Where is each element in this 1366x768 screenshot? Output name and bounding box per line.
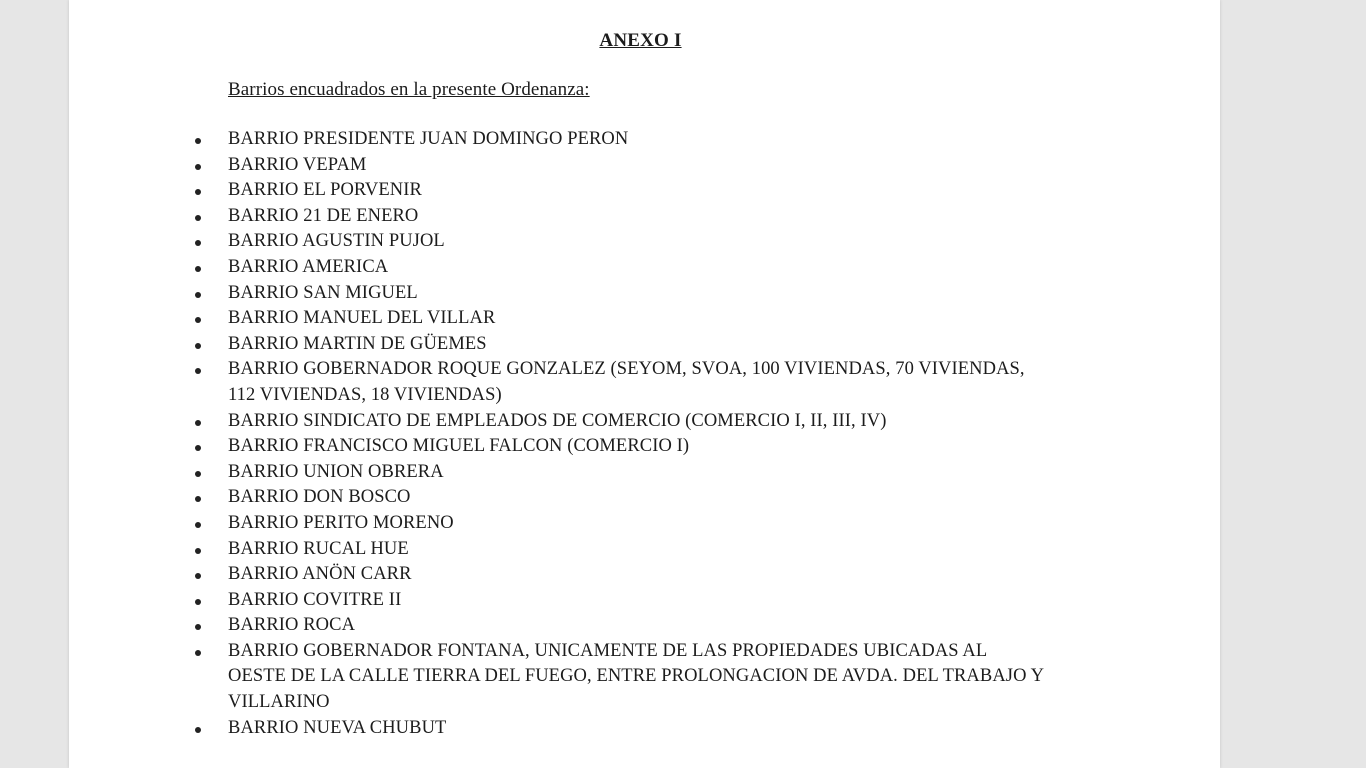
list-item-text: BARRIO DON BOSCO [228,487,411,508]
bullet-icon [195,292,201,298]
list-item [195,485,1095,511]
bullet-icon [195,471,201,477]
list-item [195,588,1095,614]
bullet-icon [195,343,201,349]
list-item [195,357,1095,408]
list-item [195,409,1095,435]
bullet-icon [195,548,201,554]
bullet-icon [195,522,201,528]
list-item-text: BARRIO MARTIN DE GÜEMES [228,333,487,354]
list-item-text: BARRIO NUEVA CHUBUT [228,717,447,738]
list-item-text: BARRIO GOBERNADOR ROQUE GONZALEZ (SEYOM, SVOA, 100 VIVIENDAS, 70 VIVIENDAS, [228,359,1025,380]
bullet-icon [195,599,201,605]
list-item [195,716,1095,742]
list-item [195,332,1095,358]
bullet-icon [195,266,201,272]
list-item [195,613,1095,639]
list-item-text: BARRIO VEPAM [228,154,367,175]
list-item [195,204,1095,230]
list-item-text: BARRIO ROCA [228,615,356,636]
bullet-icon [195,164,201,170]
bullet-icon [195,496,201,502]
document-page [69,0,1220,768]
list-item-text: BARRIO EL PORVENIR [228,180,422,201]
list-item [195,281,1095,307]
list-item-text: BARRIO 21 DE ENERO [228,205,419,226]
list-item [195,306,1095,332]
bullet-icon [195,420,201,426]
list-item-text: BARRIO SAN MIGUEL [228,282,418,303]
list-item [195,229,1095,255]
bullet-icon [195,317,201,323]
list-item [195,127,1095,153]
list-item [195,434,1095,460]
list-item-text: BARRIO GOBERNADOR FONTANA, UNICAMENTE DE LAS PROPIEDADES UBICADAS AL [228,640,988,661]
list-item [195,178,1095,204]
list-item [195,460,1095,486]
list-item-text: BARRIO COVITRE II [228,589,402,610]
bullet-icon [195,727,201,733]
bullet-icon [195,624,201,630]
list-item [195,537,1095,563]
bullet-icon [195,215,201,221]
list-item-text: BARRIO RUCAL HUE [228,538,409,559]
list-item-text: VILLARINO [228,692,330,713]
list-item-text: BARRIO ANÖN CARR [228,564,412,585]
list-item [195,153,1095,179]
list-item-text: BARRIO AGUSTIN PUJOL [228,231,445,252]
list-item-text: BARRIO SINDICATO DE EMPLEADOS DE COMERCIO (COMERCIO I, II, III, IV) [228,410,887,431]
list-item [195,562,1095,588]
bullet-icon [195,240,201,246]
annex-subtitle: Barrios encuadrados en la presente Ordenanza: [228,79,590,100]
bullet-icon [195,445,201,451]
list-item-text: BARRIO FRANCISCO MIGUEL FALCON (COMERCIO I) [228,436,690,457]
list-item-text: BARRIO MANUEL DEL VILLAR [228,308,496,329]
barrio-list [195,127,1095,741]
list-item-text: BARRIO PRESIDENTE JUAN DOMINGO PERON [228,129,629,149]
list-item-text: 112 VIVIENDAS, 18 VIVIENDAS) [228,384,502,405]
bullet-icon [195,650,201,656]
list-item-text: BARRIO PERITO MORENO [228,512,454,533]
list-item [195,255,1095,281]
list-item [195,511,1095,537]
list-item [195,639,1095,716]
bullet-icon [195,573,201,579]
bullet-icon [195,368,201,374]
list-item-text: BARRIO UNION OBRERA [228,461,444,482]
bullet-icon [195,138,201,144]
bullet-icon [195,189,201,195]
list-item-text: BARRIO AMERICA [228,256,389,277]
annex-title: ANEXO I [599,30,682,51]
list-item-text: OESTE DE LA CALLE TIERRA DEL FUEGO, ENTRE PROLONGACION DE AVDA. DEL TRABAJO Y [228,666,1045,687]
